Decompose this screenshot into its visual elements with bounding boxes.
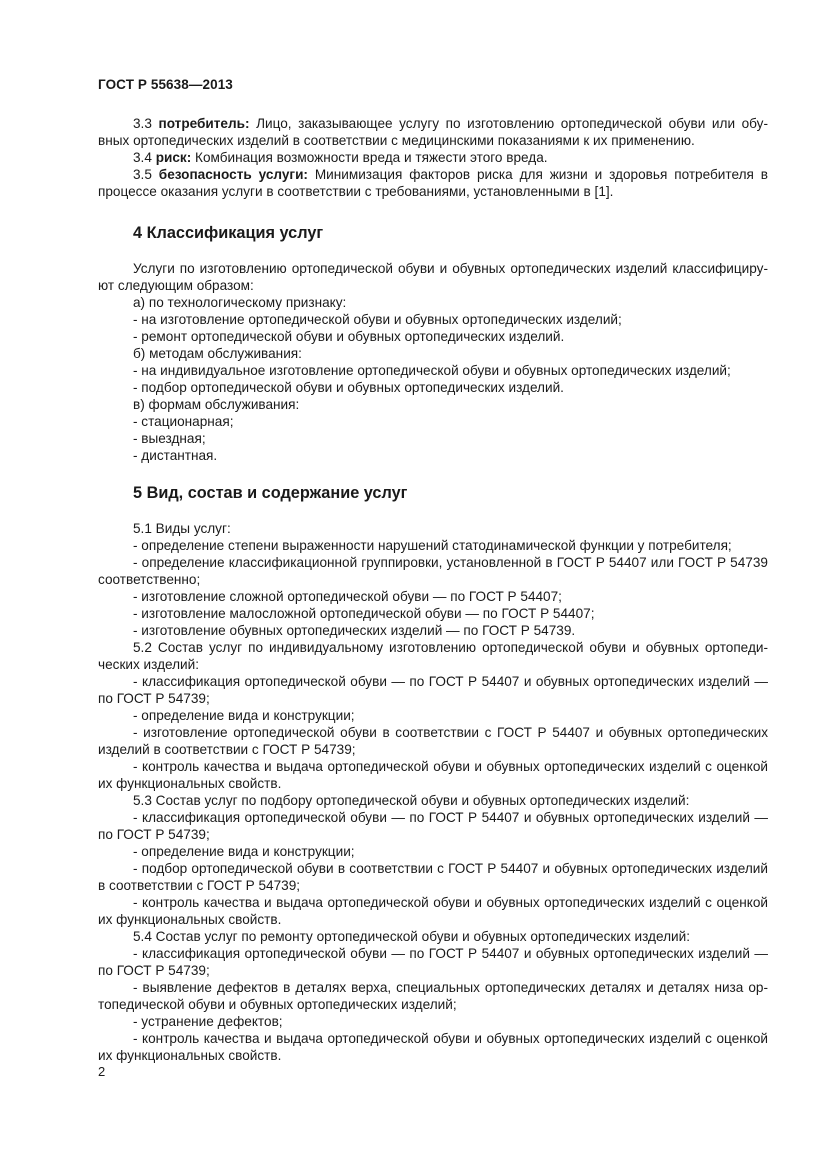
section-5-line: 5.2 Состав услуг по индивидуальному изготовлению ортопедической обуви и обувных ортопеди- <box>133 640 768 655</box>
section-5-line: - контроль качества и выдача ортопедической обуви и обувных ортопедических изделий с оценкой <box>133 895 768 910</box>
section-5-heading: 5 Вид, состав и содержание услуг <box>133 484 408 502</box>
paragraph-3-3-line-2: вных ортопедических изделий в соответствии с медицинскими показаниями к их применению. <box>98 133 695 148</box>
section-4-heading: 4 Классификация услуг <box>133 224 324 242</box>
section-5-line: в соответствии с ГОСТ Р 54739; <box>98 878 301 893</box>
section-5-line: топедической обуви и обувных ортопедических изделий; <box>98 997 457 1012</box>
section-4-line: б) методам обслуживания: <box>133 346 302 361</box>
section-5-line: - определение классификационной группировки, установленной в ГОСТ Р 54407 или ГОСТ Р 54739 <box>133 555 768 570</box>
section-5-line: - изготовление ортопедической обуви в соответствии с ГОСТ Р 54407 и обувных ортопедических <box>133 725 768 740</box>
section-5-line: соответственно; <box>98 572 201 587</box>
section-5-line: 5.1 Виды услуг: <box>133 521 231 536</box>
section-4-line: ют следующим образом: <box>98 278 254 293</box>
section-4-line: - ремонт ортопедической обуви и обувных ортопедических изделий. <box>133 329 565 344</box>
paragraph-3-4: 3.4 риск: Комбинация возможности вреда и тяжести этого вреда. <box>133 150 548 165</box>
section-5-line: - контроль качества и выдача ортопедической обуви и обувных ортопедических изделий с оценкой <box>133 1031 768 1046</box>
section-5-line: - классификация ортопедической обуви — по ГОСТ Р 54407 и обувных ортопедических изделий — <box>133 810 768 825</box>
section-4-line: - на индивидуальное изготовление ортопедической обуви и обувных ортопедических изделий; <box>133 363 731 378</box>
section-5-line: - классификация ортопедической обуви — по ГОСТ Р 54407 и обувных ортопедических изделий — <box>133 946 768 961</box>
section-5-line: ческих изделий: <box>98 657 200 672</box>
section-5-line: - устранение дефектов; <box>133 1014 283 1029</box>
section-5-line: 5.3 Состав услуг по подбору ортопедической обуви и обувных ортопедических изделий: <box>133 793 690 808</box>
section-4-line: - на изготовление ортопедической обуви и обувных ортопедических изделий; <box>133 312 622 327</box>
section-5-line: - изготовление малосложной ортопедической обуви — по ГОСТ Р 54407; <box>133 606 595 621</box>
section-5-line: по ГОСТ Р 54739; <box>98 691 210 706</box>
document-header: ГОСТ Р 55638—2013 <box>98 77 233 92</box>
paragraph-3-5-line-2: процессе оказания услуги в соответствии с требованиями, установленными в [1]. <box>98 184 614 199</box>
section-4-line: - выездная; <box>133 431 206 446</box>
term-service-safety: безопасность услуги: <box>158 167 308 182</box>
section-5-line: их функциональных свойств. <box>98 912 282 927</box>
section-4-line: - стационарная; <box>133 414 234 429</box>
section-5-line: - определение степени выраженности нарушений статодинамической функции у потребителя; <box>133 538 732 553</box>
paragraph-3-5-line-1: 3.5 безопасность услуги: Минимизация факторов риска для жизни и здоровья потребителя в <box>133 167 768 182</box>
section-5-line: изделий в соответствии с ГОСТ Р 54739; <box>98 742 356 757</box>
section-5-line: - определение вида и конструкции; <box>133 708 355 723</box>
section-5-line: их функциональных свойств. <box>98 1048 282 1063</box>
page-number: 2 <box>98 1064 106 1079</box>
section-4-line: в) формам обслуживания: <box>133 397 300 412</box>
section-5-line: их функциональных свойств. <box>98 776 282 791</box>
section-5-line: - выявление дефектов в деталях верха, специальных ортопедических деталях и деталях низа ор- <box>133 980 768 995</box>
section-5-line: - изготовление обувных ортопедических изделий — по ГОСТ Р 54739. <box>133 623 576 638</box>
section-5-line: - подбор ортопедической обуви в соответствии с ГОСТ Р 54407 и обувных ортопедических изделий <box>133 861 768 876</box>
section-5-line: по ГОСТ Р 54739; <box>98 963 210 978</box>
section-4-line: а) по технологическому признаку: <box>133 295 347 310</box>
term-risk: риск: <box>155 150 192 165</box>
section-5-line: - контроль качества и выдача ортопедической обуви и обувных ортопедических изделий с оценкой <box>133 759 768 774</box>
section-4-line: Услуги по изготовлению ортопедической обуви и обувных ортопедических изделий классифициру- <box>133 261 768 276</box>
section-5-line: - изготовление сложной ортопедической обуви — по ГОСТ Р 54407; <box>133 589 562 604</box>
term-consumer: потребитель: <box>158 116 250 131</box>
section-5-line: 5.4 Состав услуг по ремонту ортопедической обуви и обувных ортопедических изделий: <box>133 929 690 944</box>
section-4-line: - подбор ортопедической обуви и обувных ортопедических изделий. <box>133 380 564 395</box>
section-5-line: - классификация ортопедической обуви — по ГОСТ Р 54407 и обувных ортопедических изделий — <box>133 674 768 689</box>
section-5-line: по ГОСТ Р 54739; <box>98 827 210 842</box>
section-4-line: - дистантная. <box>133 448 218 463</box>
paragraph-3-3-line-1: 3.3 потребитель: Лицо, заказывающее услугу по изготовлению ортопедической обуви или обу- <box>133 116 768 131</box>
section-5-line: - определение вида и конструкции; <box>133 844 355 859</box>
